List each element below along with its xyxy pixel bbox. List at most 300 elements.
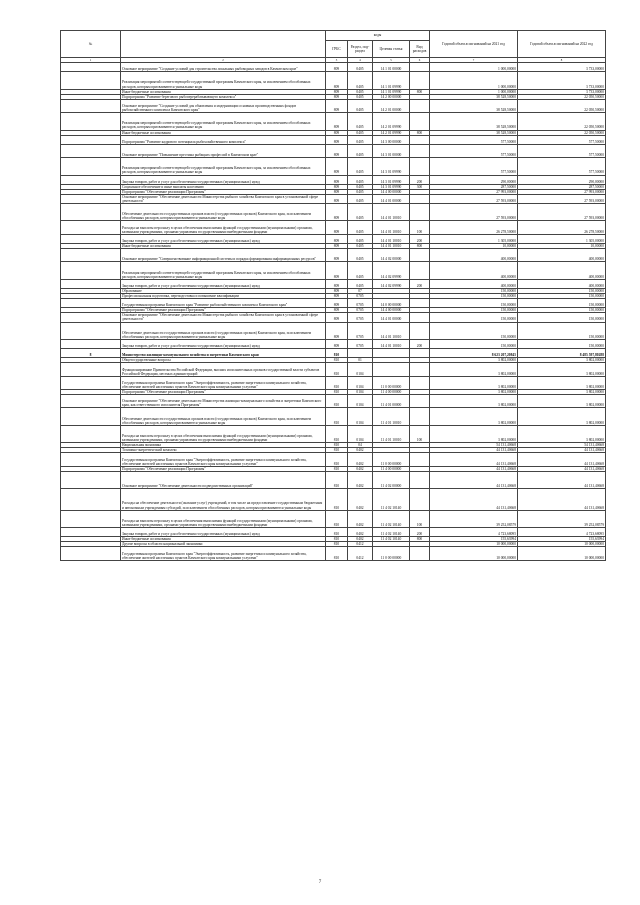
row-number bbox=[61, 425, 121, 442]
row-vr bbox=[410, 349, 430, 358]
row-section: 0402 bbox=[348, 453, 373, 466]
row-target: 14 2 01 09990 bbox=[373, 113, 410, 130]
row-target: 14 4 01 10010 bbox=[373, 221, 410, 234]
table-row bbox=[61, 313, 606, 322]
row-grbs: 809 bbox=[326, 279, 348, 288]
row-grbs: 810 bbox=[326, 489, 348, 511]
row-amount-2021: 1 000,00000 bbox=[430, 89, 518, 94]
row-amount-2021: 10 000,00000 bbox=[430, 542, 518, 547]
row-amount-2021: 8 623 207,20845 bbox=[430, 349, 518, 358]
row-name: Основное мероприятие "Обеспечение деятельности Министерства жилищно-коммунального хозяйства и энергетики Камчатского края, как ответственного исполнителя Программы" bbox=[121, 395, 326, 408]
row-vr bbox=[410, 299, 430, 308]
row-amount-2021: 1 000,00000 bbox=[430, 72, 518, 89]
row-section: 0402 bbox=[348, 537, 373, 542]
row-vr: 800 bbox=[410, 130, 430, 135]
row-number bbox=[61, 144, 121, 157]
row-amount-2022: 44 131,40668 bbox=[518, 453, 606, 466]
row-target: 14 3 00 00000 bbox=[373, 135, 410, 144]
row-grbs: 809 bbox=[326, 189, 348, 194]
row-number bbox=[61, 262, 121, 279]
row-grbs: 810 bbox=[326, 510, 348, 527]
row-amount-2021: 38 528,50000 bbox=[430, 99, 518, 112]
row-number bbox=[61, 322, 121, 339]
row-target: 14 1 01 09990 bbox=[373, 72, 410, 89]
row-amount-2021: 3 802,00000 bbox=[430, 390, 518, 395]
row-section: 0405 bbox=[348, 175, 373, 184]
row-amount-2022: 3 802,00000 bbox=[518, 408, 606, 425]
budget-table bbox=[60, 30, 606, 561]
row-vr: 100 bbox=[410, 425, 430, 442]
colnum: 2 bbox=[121, 58, 326, 63]
row-amount-2021: 150,00000 bbox=[430, 294, 518, 299]
row-name: Основное мероприятие "Повышение престижа рыбацких профессий в Камчатском крае" bbox=[121, 144, 326, 157]
row-grbs: 809 bbox=[326, 144, 348, 157]
row-name: Закупка товаров, работ и услуг для обеспечения государственных (муниципальных) нужд bbox=[121, 234, 326, 243]
row-amount-2021: 54 131,40668 bbox=[430, 443, 518, 448]
row-target: 11 4 00 00000 bbox=[373, 466, 410, 471]
table-row bbox=[61, 158, 606, 175]
row-number bbox=[61, 339, 121, 348]
row-vr bbox=[410, 395, 430, 408]
row-amount-2021: 577,50000 bbox=[430, 135, 518, 144]
row-name: Функционирование Правительства Российской Федерации, высших исполнительных органов государственной власти субъектов Российской Федерации, местных администраций bbox=[121, 363, 326, 376]
row-grbs: 809 bbox=[326, 313, 348, 322]
table-row bbox=[61, 299, 606, 308]
row-target: 14 3 01 09990 bbox=[373, 158, 410, 175]
row-amount-2021: 150,00000 bbox=[430, 288, 518, 293]
row-amount-2021: 26 278,50000 bbox=[430, 221, 518, 234]
row-section: 0104 bbox=[348, 390, 373, 395]
row-amount-2022: 27 593,00000 bbox=[518, 194, 606, 203]
header-num: № bbox=[61, 31, 121, 58]
row-section: 0705 bbox=[348, 339, 373, 348]
row-section: 0104 bbox=[348, 408, 373, 425]
row-target: 11 4 02 10140 bbox=[373, 528, 410, 537]
row-number bbox=[61, 453, 121, 466]
row-vr bbox=[410, 144, 430, 157]
row-number bbox=[61, 313, 121, 322]
row-number bbox=[61, 234, 121, 243]
row-section: 0405 bbox=[348, 262, 373, 279]
row-number bbox=[61, 63, 121, 72]
row-target: 14 4 02 00000 bbox=[373, 249, 410, 262]
row-name: Реализация мероприятий соответствующей государственной программы Камчатского края, за исключением обособленных расходов, которым присваиваются уникальные коды bbox=[121, 113, 326, 130]
row-target: 14 2 01 09990 bbox=[373, 130, 410, 135]
row-vr bbox=[410, 72, 430, 89]
row-target: 14 4 02 09990 bbox=[373, 279, 410, 288]
row-amount-2021: 400,00000 bbox=[430, 249, 518, 262]
row-grbs: 810 bbox=[326, 408, 348, 425]
row-grbs: 809 bbox=[326, 234, 348, 243]
row-section: 0104 bbox=[348, 363, 373, 376]
colnum: 5 bbox=[373, 58, 410, 63]
row-number bbox=[61, 204, 121, 221]
row-vr: 800 bbox=[410, 89, 430, 94]
row-amount-2021: 27 593,00000 bbox=[430, 204, 518, 221]
row-target: 11 4 02 10140 bbox=[373, 510, 410, 527]
row-grbs: 809 bbox=[326, 194, 348, 203]
row-section: 0402 bbox=[348, 528, 373, 537]
row-amount-2022: 27 593,00000 bbox=[518, 204, 606, 221]
table-row bbox=[61, 72, 606, 89]
row-amount-2022: 26 278,50000 bbox=[518, 221, 606, 234]
row-section: 0405 bbox=[348, 113, 373, 130]
table-row bbox=[61, 144, 606, 157]
row-name: Расходы на обеспечение деятельности (оказание услуг) учреждений, в том числе на предоставление государственным бюджетным и автономным учреждениям субсидий, за исключением обособленных расходов, которым присваиваются уникальные коды bbox=[121, 489, 326, 511]
row-target: 14 4 00 00000 bbox=[373, 189, 410, 194]
row-amount-2021: 287,50000 bbox=[430, 184, 518, 189]
table-row bbox=[61, 322, 606, 339]
row-grbs: 810 bbox=[326, 537, 348, 542]
row-vr: 100 bbox=[410, 510, 430, 527]
row-amount-2021: 150,00000 bbox=[430, 322, 518, 339]
row-name: Подпрограмма "Обеспечение реализации Программы" bbox=[121, 390, 326, 395]
row-amount-2022: 4 723,68095 bbox=[518, 528, 606, 537]
header-grbs: ГРБС bbox=[326, 41, 348, 58]
table-row bbox=[61, 175, 606, 184]
row-amount-2022: 44 131,40668 bbox=[518, 448, 606, 453]
row-grbs: 810 bbox=[326, 547, 348, 560]
row-target: 14 2 00 00000 bbox=[373, 94, 410, 99]
row-vr bbox=[410, 204, 430, 221]
row-section: 0405 bbox=[348, 234, 373, 243]
row-amount-2021: 44 131,40668 bbox=[430, 448, 518, 453]
row-number bbox=[61, 547, 121, 560]
header-target: Целевая статья bbox=[373, 41, 410, 58]
row-vr bbox=[410, 158, 430, 175]
row-amount-2022: 1 305,00000 bbox=[518, 234, 606, 243]
row-name: Подпрограмма "Развитие кадрового потенциала рыбохозяйственного комплекса" bbox=[121, 135, 326, 144]
row-grbs: 809 bbox=[326, 135, 348, 144]
header-name bbox=[121, 31, 326, 58]
row-section: 0405 bbox=[348, 204, 373, 221]
row-target: 14 0 00 00000 bbox=[373, 299, 410, 308]
row-vr: 800 bbox=[410, 243, 430, 248]
row-name: Закупка товаров, работ и услуг для обеспечения государственных (муниципальных) нужд bbox=[121, 279, 326, 288]
row-amount-2021: 39 252,08579 bbox=[430, 510, 518, 527]
row-name: Топливно-энергетический комплекс bbox=[121, 448, 326, 453]
row-vr bbox=[410, 249, 430, 262]
row-name: Реализация мероприятий соответствующей государственной программы Камчатского края, за исключением обособленных расходов, которым присваиваются уникальные коды bbox=[121, 262, 326, 279]
row-amount-2022: 150,00000 bbox=[518, 313, 606, 322]
row-name: Основное мероприятие "Обеспечение деятельности Министерства рыбного хозяйства Камчатского края в установленной сфере деятельности" bbox=[121, 313, 326, 322]
row-target: 14 4 01 10010 bbox=[373, 339, 410, 348]
row-name: Основное мероприятие "Обеспечение деятельности Министерства рыбного хозяйства Камчатского края в установленной сфере деятельности" bbox=[121, 194, 326, 203]
row-amount-2021: 150,00000 bbox=[430, 339, 518, 348]
table-row bbox=[61, 135, 606, 144]
row-grbs: 809 bbox=[326, 308, 348, 313]
row-amount-2022: 3 802,00000 bbox=[518, 425, 606, 442]
row-number bbox=[61, 395, 121, 408]
table-row bbox=[61, 113, 606, 130]
row-amount-2022: 3 733,00000 bbox=[518, 72, 606, 89]
row-target: 14 4 02 09990 bbox=[373, 262, 410, 279]
row-name: Обеспечение деятельности государственных органов власти (государственных органов) Камчатского края, за исключением обособленных расходов, которым присваиваются уникальные коды bbox=[121, 204, 326, 221]
row-name: Подпрограмма "Обеспечение реализации Программы" bbox=[121, 308, 326, 313]
table-row bbox=[61, 376, 606, 389]
row-amount-2021: 27 593,00000 bbox=[430, 194, 518, 203]
row-name: Другие вопросы в области национальной экономики bbox=[121, 542, 326, 547]
row-amount-2021: 10 000,00000 bbox=[430, 547, 518, 560]
row-grbs: 809 bbox=[326, 63, 348, 72]
row-grbs: 810 bbox=[326, 466, 348, 471]
colnum: 3 bbox=[326, 58, 348, 63]
row-grbs: 810 bbox=[326, 395, 348, 408]
row-section: 0705 bbox=[348, 313, 373, 322]
row-target: 11 4 02 00000 bbox=[373, 471, 410, 488]
row-grbs: 810 bbox=[326, 528, 348, 537]
row-vr bbox=[410, 363, 430, 376]
row-vr: 300 bbox=[410, 184, 430, 189]
header-codes: коды bbox=[326, 31, 430, 41]
row-name: Общегосударственные вопросы bbox=[121, 358, 326, 363]
row-amount-2021: 577,50000 bbox=[430, 158, 518, 175]
row-amount-2022: 22 050,50000 bbox=[518, 130, 606, 135]
row-number bbox=[61, 221, 121, 234]
row-grbs: 810 bbox=[326, 390, 348, 395]
row-number: 8 bbox=[61, 349, 121, 358]
row-section: 0405 bbox=[348, 94, 373, 99]
row-amount-2021: 150,00000 bbox=[430, 308, 518, 313]
row-grbs: 809 bbox=[326, 243, 348, 248]
row-vr bbox=[410, 471, 430, 488]
row-target: 11 4 00 00000 bbox=[373, 390, 410, 395]
row-name: Расходы на выплаты персоналу в целях обеспечения выполнения функций государственными (муниципальными) органами, казенными учреждениями, органами управления государственными внебюджетными фондами bbox=[121, 510, 326, 527]
table-row bbox=[61, 489, 606, 511]
table-row bbox=[61, 339, 606, 348]
row-amount-2022: 39 252,08579 bbox=[518, 510, 606, 527]
row-section: 04 bbox=[348, 443, 373, 448]
table-row bbox=[61, 363, 606, 376]
row-amount-2022: 150,00000 bbox=[518, 322, 606, 339]
row-amount-2022: 22 050,50000 bbox=[518, 94, 606, 99]
row-name: Подпрограмма "Обеспечение реализации Программы" bbox=[121, 466, 326, 471]
row-section: 0405 bbox=[348, 221, 373, 234]
row-name: Подпрограмма "Развитие берегового рыбоперерабатывающего комплекса" bbox=[121, 94, 326, 99]
table-row bbox=[61, 528, 606, 537]
row-name: Иные бюджетные ассигнования bbox=[121, 130, 326, 135]
row-vr bbox=[410, 547, 430, 560]
row-amount-2021: 3 802,00000 bbox=[430, 408, 518, 425]
row-section: 0405 bbox=[348, 249, 373, 262]
table-row bbox=[61, 453, 606, 466]
row-amount-2021: 3 802,00000 bbox=[430, 363, 518, 376]
table-row bbox=[61, 547, 606, 560]
row-amount-2022: 54 131,40668 bbox=[518, 443, 606, 448]
row-section: 0104 bbox=[348, 376, 373, 389]
row-target: 11 0 00 00000 bbox=[373, 376, 410, 389]
row-section: 01 bbox=[348, 358, 373, 363]
row-target: 11 0 00 00000 bbox=[373, 453, 410, 466]
row-vr bbox=[410, 453, 430, 466]
row-vr bbox=[410, 376, 430, 389]
row-vr: 200 bbox=[410, 339, 430, 348]
row-amount-2022: 10,00000 bbox=[518, 243, 606, 248]
row-grbs: 810 bbox=[326, 471, 348, 488]
table-header-row-1 bbox=[61, 31, 606, 41]
row-grbs: 809 bbox=[326, 339, 348, 348]
row-grbs: 810 bbox=[326, 349, 348, 358]
row-name: Закупка товаров, работ и услуг для обеспечения государственных (муниципальных) нужд bbox=[121, 528, 326, 537]
row-target: 14 3 01 09990 bbox=[373, 184, 410, 189]
row-grbs: 810 bbox=[326, 448, 348, 453]
row-section: 0705 bbox=[348, 322, 373, 339]
row-amount-2021: 1 305,00000 bbox=[430, 234, 518, 243]
row-number bbox=[61, 175, 121, 184]
colnum: 8 bbox=[518, 58, 606, 63]
row-number bbox=[61, 113, 121, 130]
row-target: 14 1 01 00000 bbox=[373, 63, 410, 72]
table-row bbox=[61, 395, 606, 408]
row-amount-2021: 44 131,40668 bbox=[430, 489, 518, 511]
row-vr: 800 bbox=[410, 537, 430, 542]
header-section: Раздел, под-раздел bbox=[348, 41, 373, 58]
row-number bbox=[61, 510, 121, 527]
row-amount-2022: 22 050,50000 bbox=[518, 113, 606, 130]
row-amount-2021: 400,00000 bbox=[430, 262, 518, 279]
colnum: 4 bbox=[348, 58, 373, 63]
row-target: 11 4 01 10010 bbox=[373, 408, 410, 425]
row-section: 0405 bbox=[348, 158, 373, 175]
row-name: Реализация мероприятий соответствующей государственной программы Камчатского края, за исключением обособленных расходов, которым присваиваются уникальные коды bbox=[121, 72, 326, 89]
row-section: 0405 bbox=[348, 144, 373, 157]
row-grbs: 809 bbox=[326, 175, 348, 184]
row-grbs: 810 bbox=[326, 453, 348, 466]
row-target: 14 4 01 10010 bbox=[373, 204, 410, 221]
row-amount-2022: 577,50000 bbox=[518, 135, 606, 144]
row-section: 0402 bbox=[348, 489, 373, 511]
row-grbs: 809 bbox=[326, 262, 348, 279]
row-amount-2021: 3 802,00000 bbox=[430, 376, 518, 389]
row-grbs: 809 bbox=[326, 299, 348, 308]
row-name: Министерство жилищно-коммунального хозяйства и энергетики Камчатского края bbox=[121, 349, 326, 358]
row-grbs: 809 bbox=[326, 130, 348, 135]
row-amount-2022: 10 000,00000 bbox=[518, 542, 606, 547]
row-target bbox=[373, 349, 410, 358]
row-number bbox=[61, 72, 121, 89]
row-name: Обеспечение деятельности государственных органов власти (государственных органов) Камчатского края, за исключением обособленных расходов, которым присваиваются уникальные коды bbox=[121, 408, 326, 425]
row-name: Подпрограмма "Обеспечение реализации Программы" bbox=[121, 189, 326, 194]
row-vr bbox=[410, 99, 430, 112]
row-number bbox=[61, 363, 121, 376]
table-row bbox=[61, 249, 606, 262]
row-grbs: 809 bbox=[326, 322, 348, 339]
row-section: 0104 bbox=[348, 395, 373, 408]
row-name: Профессиональная подготовка, переподготовка и повышение квалификации bbox=[121, 294, 326, 299]
row-number bbox=[61, 249, 121, 262]
row-grbs: 810 bbox=[326, 443, 348, 448]
row-amount-2022: 3 802,00000 bbox=[518, 395, 606, 408]
row-section: 0705 bbox=[348, 299, 373, 308]
row-amount-2022: 3 802,00000 bbox=[518, 376, 606, 389]
table-row bbox=[61, 204, 606, 221]
row-amount-2022: 150,00000 bbox=[518, 308, 606, 313]
row-amount-2022: 150,00000 bbox=[518, 339, 606, 348]
row-section: 0402 bbox=[348, 471, 373, 488]
row-grbs: 809 bbox=[326, 94, 348, 99]
row-section: 0402 bbox=[348, 510, 373, 527]
row-target: 14 4 00 00000 bbox=[373, 308, 410, 313]
row-vr bbox=[410, 194, 430, 203]
row-amount-2021: 44 131,40668 bbox=[430, 453, 518, 466]
row-name: Основное мероприятие "Создание условий для обновления и модернизации основных производственных фондов рыбохозяйственного комплекса Камчатского края" bbox=[121, 99, 326, 112]
row-amount-2022: 8 485 597,80288 bbox=[518, 349, 606, 358]
table-row bbox=[61, 63, 606, 72]
row-amount-2022: 577,50000 bbox=[518, 144, 606, 157]
row-section: 0405 bbox=[348, 184, 373, 189]
row-number bbox=[61, 489, 121, 511]
row-name: Государственная программа Камчатского края "Энергоэффективность, развитие энергетики и коммунального хозяйства, обеспечение жителей населенных пунктов Камчатского края коммунальными услугами" bbox=[121, 547, 326, 560]
table-row bbox=[61, 408, 606, 425]
row-grbs: 810 bbox=[326, 358, 348, 363]
row-amount-2021: 38 528,50000 bbox=[430, 130, 518, 135]
row-vr bbox=[410, 489, 430, 511]
page-number: 7 bbox=[318, 880, 322, 885]
row-section: 0405 bbox=[348, 135, 373, 144]
row-grbs: 810 bbox=[326, 363, 348, 376]
row-section: 0405 bbox=[348, 130, 373, 135]
row-amount-2022: 44 131,40668 bbox=[518, 471, 606, 488]
row-number bbox=[61, 376, 121, 389]
row-number bbox=[61, 135, 121, 144]
row-name: Государственная программа Камчатского края "Развитие рыбохозяйственного комплекса Камчатского края" bbox=[121, 299, 326, 308]
row-grbs: 809 bbox=[326, 184, 348, 189]
row-vr: 200 bbox=[410, 175, 430, 184]
row-amount-2022: 3 802,00000 bbox=[518, 358, 606, 363]
row-amount-2022: 287,50000 bbox=[518, 184, 606, 189]
row-amount-2022: 27 993,00000 bbox=[518, 189, 606, 194]
row-grbs: 810 bbox=[326, 542, 348, 547]
row-vr: 200 bbox=[410, 279, 430, 288]
row-number bbox=[61, 299, 121, 308]
row-vr: 200 bbox=[410, 234, 430, 243]
table-row bbox=[61, 234, 606, 243]
row-section: 0412 bbox=[348, 547, 373, 560]
row-amount-2021: 38 528,50000 bbox=[430, 113, 518, 130]
row-amount-2022: 155,63994 bbox=[518, 537, 606, 542]
row-vr bbox=[410, 135, 430, 144]
table-row bbox=[61, 510, 606, 527]
row-grbs: 809 bbox=[326, 158, 348, 175]
table-row bbox=[61, 221, 606, 234]
row-vr: 100 bbox=[410, 221, 430, 234]
row-amount-2021: 1 000,00000 bbox=[430, 63, 518, 72]
row-name: Закупка товаров, работ и услуг для обеспечения государственных (муниципальных) нужд bbox=[121, 339, 326, 348]
row-target: 11 0 00 00000 bbox=[373, 547, 410, 560]
table-row bbox=[61, 194, 606, 203]
row-section: 0405 bbox=[348, 194, 373, 203]
row-target: 14 2 01 00000 bbox=[373, 99, 410, 112]
row-amount-2022: 22 050,50000 bbox=[518, 99, 606, 112]
row-amount-2021: 155,63994 bbox=[430, 537, 518, 542]
row-section: 0405 bbox=[348, 189, 373, 194]
row-grbs: 809 bbox=[326, 288, 348, 293]
row-vr bbox=[410, 63, 430, 72]
row-amount-2021: 577,50000 bbox=[430, 144, 518, 157]
row-amount-2022: 290,00000 bbox=[518, 175, 606, 184]
row-name: Основное мероприятие "Совершенствование информационной системы и порядка формирования информационных ресурсов" bbox=[121, 249, 326, 262]
row-grbs: 810 bbox=[326, 376, 348, 389]
row-grbs: 809 bbox=[326, 72, 348, 89]
row-name: Расходы на выплаты персоналу в целях обеспечения выполнения функций государственными (муниципальными) органами, казенными учреждениями, органами управления государственными внебюджетными фондами bbox=[121, 425, 326, 442]
row-amount-2022: 400,00000 bbox=[518, 249, 606, 262]
row-section: 0405 bbox=[348, 72, 373, 89]
row-name: Основное мероприятие "Создание условий для строительства локальных рыбоводных заводов в Камчатском крае" bbox=[121, 63, 326, 72]
row-target: 11 4 02 10140 bbox=[373, 489, 410, 511]
row-name: Иные бюджетные ассигнования bbox=[121, 89, 326, 94]
row-number bbox=[61, 528, 121, 537]
row-number bbox=[61, 99, 121, 112]
